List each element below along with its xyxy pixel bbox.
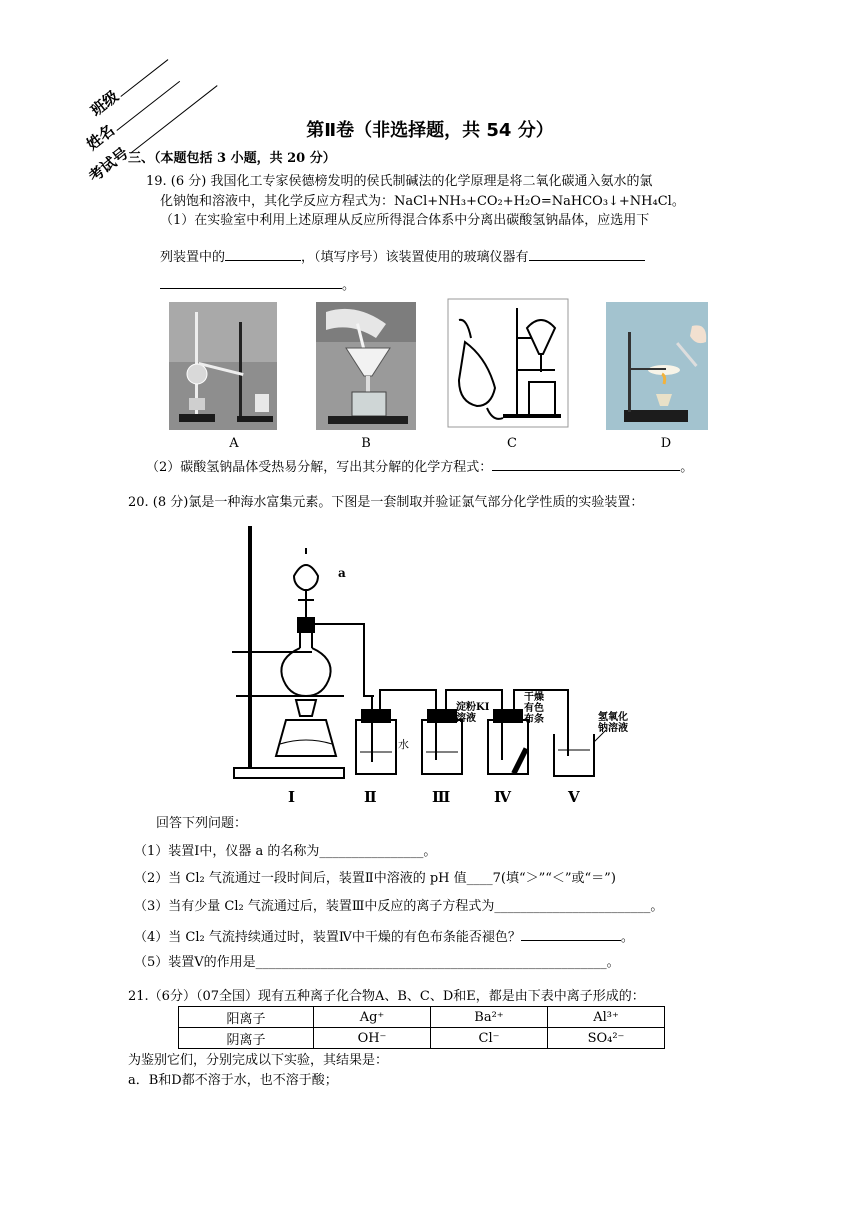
q19-line1: 19. (6 分) 我国化工专家侯德榜发明的侯氏制碱法的化学原理是将二氧化碳通入氨水的氯 — [146, 174, 653, 189]
q19-text: 。 — [680, 460, 694, 475]
ion-table — [178, 1006, 665, 1049]
q19-text: 列装置中的 — [160, 250, 226, 265]
q20-part2: （2）当 Cl₂ 气流通过一段时间后，装置Ⅱ中溶液的 pH 值____7(填“＞”“＜”或“＝”) — [134, 871, 616, 886]
q19-line2: 化钠饱和溶液中，其化学反应方程式为：NaCl+NH₃+CO₂+H₂O=NaHCO₃↓+NH₄Cl。 — [160, 194, 685, 209]
q19-part1-line1: （1）在实验室中利用上述原理从反应所得混合体系中分离出碳酸氢钠晶体，应选用下 — [160, 213, 650, 228]
exam-no-label: 考试号 — [85, 143, 132, 186]
unit-label-3: Ⅲ — [432, 788, 451, 806]
q20-text: 。 — [620, 930, 634, 945]
apparatus-d-photo — [606, 302, 708, 430]
caption-b: B — [361, 436, 371, 451]
q21-line2: 为鉴别它们，分别完成以下实验，其结果是： — [128, 1053, 389, 1068]
table-cell: Ag⁺ — [314, 1007, 431, 1028]
table-cell: OH⁻ — [314, 1028, 431, 1049]
apparatus-a-photo — [169, 302, 277, 430]
table-cell: Al³⁺ — [548, 1007, 665, 1028]
table-row — [179, 1007, 665, 1028]
class-label: 班级 — [87, 87, 122, 120]
answer-blank[interactable] — [492, 456, 680, 471]
answer-blank[interactable] — [225, 246, 301, 261]
q19-text: 。 — [342, 278, 356, 293]
page-title: 第Ⅱ卷（非选择题，共 54 分） — [306, 120, 554, 141]
q20-part1: （1）装置Ⅰ中，仪器 a 的名称为________________。 — [134, 844, 437, 859]
label-naoh: 氢氧化 钠溶液 — [598, 712, 628, 734]
answer-blank[interactable] — [529, 246, 645, 261]
q19-part1-line3 — [160, 274, 355, 295]
unit-label-4: Ⅳ — [494, 788, 512, 806]
table-cell: 阳离子 — [179, 1007, 314, 1028]
q19-text: ，（填写序号）该装置使用的玻璃仪器有 — [301, 250, 529, 265]
caption-c: C — [507, 436, 517, 451]
label-a: a — [338, 566, 346, 580]
table-cell: Ba²⁺ — [431, 1007, 548, 1028]
unit-label-1: Ⅰ — [288, 788, 296, 806]
table-row — [179, 1028, 665, 1049]
caption-a: A — [229, 436, 239, 451]
q19-text: （2）碳酸氢钠晶体受热易分解，写出其分解的化学方程式： — [146, 460, 493, 475]
section-heading: 三、（本题包括 3 小题，共 20 分） — [128, 151, 336, 166]
q20-intro: 回答下列问题： — [156, 816, 248, 831]
q19-part1-line2 — [160, 246, 645, 267]
apparatus-b-photo — [316, 302, 416, 430]
q20-part5: （5）装置Ⅴ的作用是______________________________________________________。 — [134, 955, 620, 970]
apparatus-c-diagram — [447, 298, 569, 428]
unit-label-5: Ⅴ — [568, 788, 580, 806]
name-label: 姓名 — [83, 121, 118, 154]
caption-d: D — [660, 436, 672, 451]
label-dry-cloth: 干燥 有色 布条 — [524, 692, 544, 725]
q19-part2 — [146, 456, 693, 477]
answer-blank[interactable] — [521, 926, 621, 941]
q20-text: （4）当 Cl₂ 气流持续通过时，装置Ⅳ中干燥的有色布条能否褪色？ — [134, 930, 521, 945]
q21-line3: a．B和D都不溶于水，也不溶于酸； — [128, 1073, 338, 1088]
unit-label-2: Ⅱ — [364, 788, 377, 806]
q20-part3: （3）当有少量 Cl₂ 气流通过后，装置Ⅲ中反应的离子方程式为________________________。 — [134, 899, 664, 914]
q21-line1: 21.（6分）（07全国）现有五种离子化合物A、B、C、D和E，都是由下表中离子形成的： — [128, 989, 645, 1004]
table-cell: Cl⁻ — [431, 1028, 548, 1049]
label-water: 水 — [398, 738, 409, 751]
q20-line1: 20. (8 分)氯是一种海水富集元素。下图是一套制取并验证氯气部分化学性质的实验装置： — [128, 495, 644, 510]
table-cell: 阴离子 — [179, 1028, 314, 1049]
chlorine-apparatus-diagram — [222, 520, 642, 810]
answer-blank[interactable] — [160, 274, 342, 289]
label-ki: 淀粉KI 溶液 — [456, 702, 490, 724]
table-cell: SO₄²⁻ — [548, 1028, 665, 1049]
q20-part4 — [134, 926, 634, 947]
